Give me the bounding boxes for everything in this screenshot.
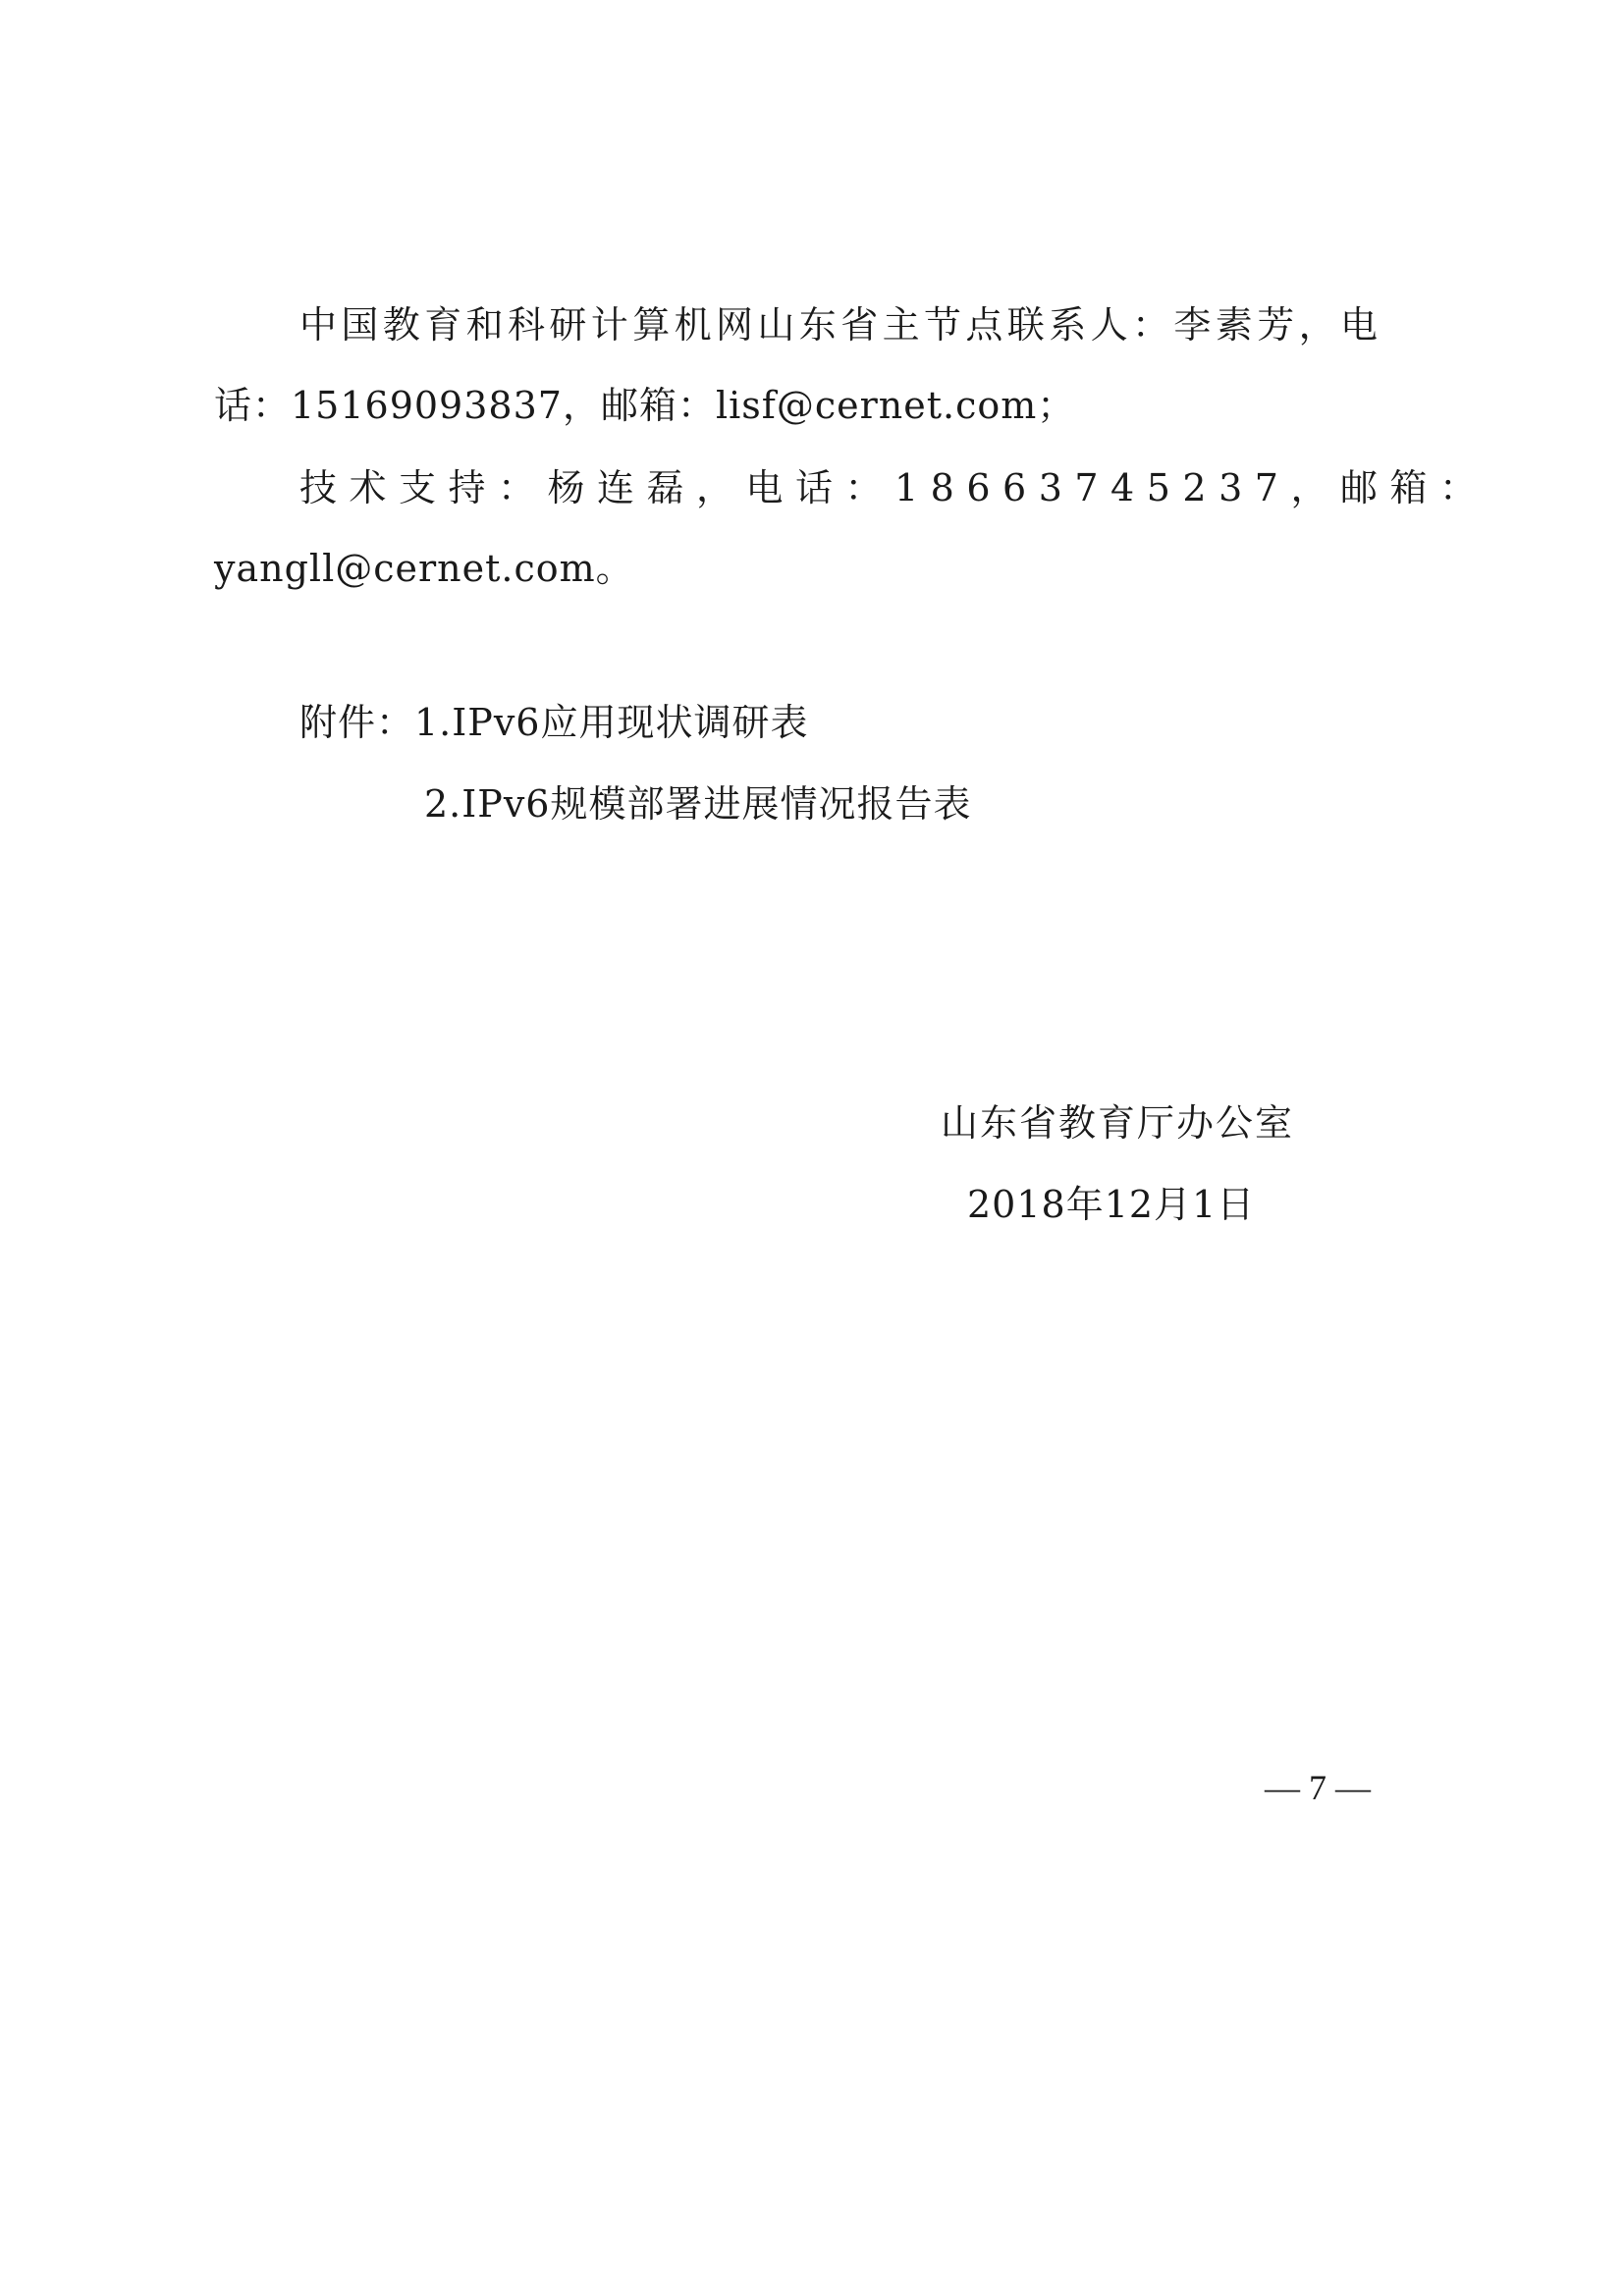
support-line-2: yangll@cernet.com。 xyxy=(214,547,634,590)
contact-line-2: 话：15169093837，邮箱：lisf@cernet.com； xyxy=(214,384,1076,427)
attachment-line-1: 附件：1.IPv6应用现状调研表 xyxy=(299,701,809,744)
contact-line-1: 中国教育和科研计算机网山东省主节点联系人：李素芳，电 xyxy=(299,303,1382,347)
support-line-1: 技术支持：杨连磊，电话：18663745237，邮箱： xyxy=(299,466,1489,509)
attachment-line-2: 2.IPv6规模部署进展情况报告表 xyxy=(424,782,972,826)
signature-date: 2018年12月1日 xyxy=(967,1183,1256,1226)
signature-organization: 山东省教育厅办公室 xyxy=(941,1101,1295,1145)
page-number: — 7 — xyxy=(1265,1768,1371,1807)
